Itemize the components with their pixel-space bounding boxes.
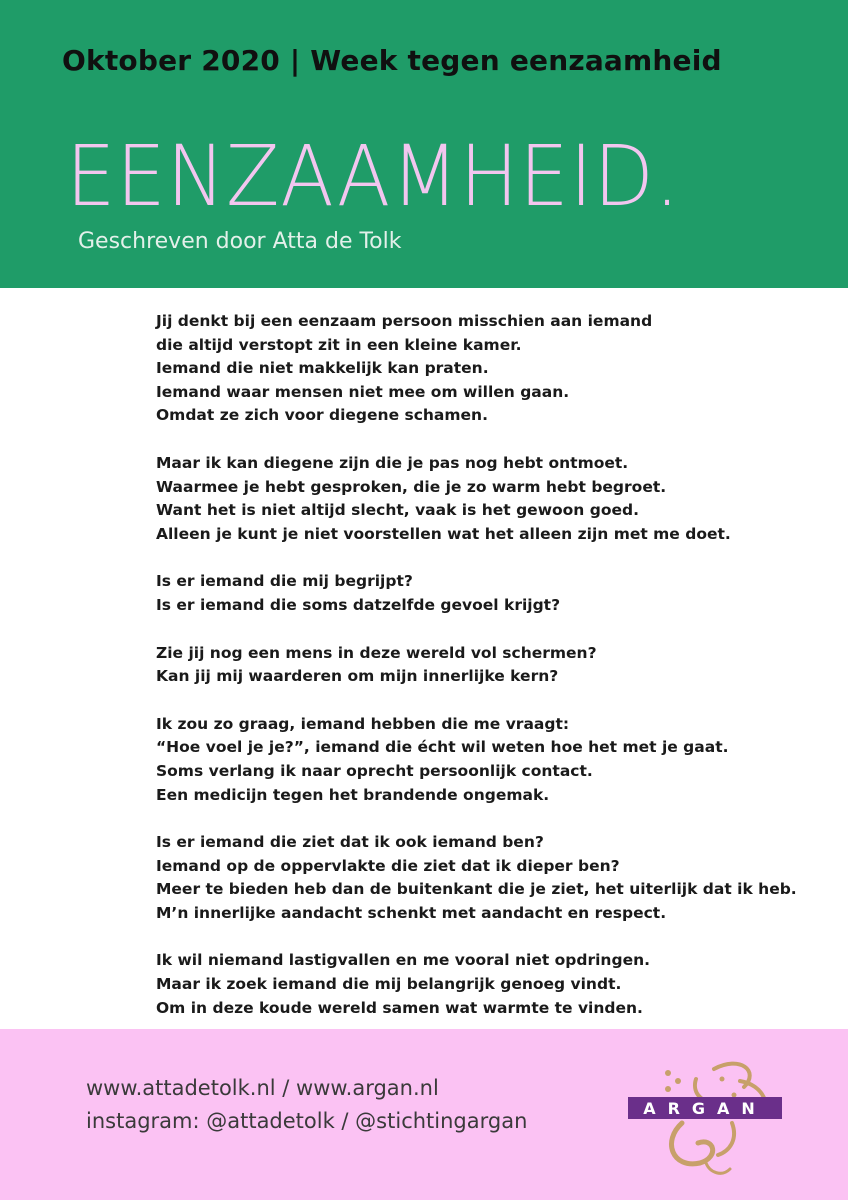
poem-stanza-7 — [156, 949, 816, 1020]
poem-stanza-6 — [156, 831, 816, 925]
footer-websites: www.attadetolk.nl / www.argan.nl — [86, 1076, 439, 1100]
page-title: EENZAAMHEID. — [66, 127, 681, 225]
poem-line: Zie jij nog een mens in deze wereld vol schermen? — [156, 643, 597, 662]
poem-line: Alleen je kunt je niet voorstellen wat het alleen zijn met me doet. — [156, 524, 731, 543]
poem-stanza-1 — [156, 310, 816, 428]
poem-line: Een medicijn tegen het brandende ongemak. — [156, 785, 550, 804]
poem-line: Maar ik zoek iemand die mij belangrijk genoeg vindt. — [156, 975, 622, 994]
poem-line: Is er iemand die ziet dat ik ook iemand ben? — [156, 833, 544, 852]
poem-line: Want het is niet altijd slecht, vaak is het gewoon goed. — [156, 501, 639, 520]
poem-line: Kan jij mij waarderen om mijn innerlijke kern? — [156, 667, 559, 686]
header-banner — [0, 0, 848, 288]
poem-line: Jij denkt bij een eenzaam persoon misschien aan iemand — [156, 312, 653, 330]
poem-line: die altijd verstopt zit in een kleine kamer. — [156, 335, 522, 354]
poem-line: Maar ik kan diegene zijn die je pas nog hebt ontmoet. — [156, 453, 629, 472]
poem-line: Is er iemand die mij begrijpt? — [156, 572, 413, 591]
poem-line: Waarmee je hebt gesproken, die je zo warm hebt begroet. — [156, 477, 667, 496]
author-line: Geschreven door Atta de Tolk — [78, 229, 402, 254]
event-subtitle: Oktober 2020 | Week tegen eenzaamheid — [62, 44, 722, 77]
poem-line: M’n innerlijke aandacht schenkt met aandacht en respect. — [156, 903, 667, 922]
poem-line: Soms verlang ik naar oprecht persoonlijk contact. — [156, 761, 593, 780]
poem-line: Omdat ze zich voor diegene schamen. — [156, 406, 488, 425]
poem-line: Is er iemand die soms datzelfde gevoel krijgt? — [156, 595, 561, 614]
poem-stanza-5 — [156, 713, 816, 807]
argan-logo-text: ARGAN — [643, 1099, 767, 1118]
poem-line: Iemand waar mensen niet mee om willen gaan. — [156, 382, 570, 401]
poem-stanza-2 — [156, 452, 816, 546]
footer-instagram: instagram: @attadetolk / @stichtingargan — [86, 1109, 528, 1133]
poem-line: Iemand op de oppervlakte die ziet dat ik dieper ben? — [156, 856, 620, 875]
footer-banner — [0, 1029, 848, 1200]
poem-line: “Hoe voel je je?”, iemand die écht wil weten hoe het met je gaat. — [156, 738, 729, 757]
poem-line: Meer te bieden heb dan de buitenkant die je ziet, het uiterlijk dat ik heb. — [156, 880, 797, 899]
poem-stanza-4 — [156, 642, 816, 689]
poem-line: Ik zou zo graag, iemand hebben die me vraagt: — [156, 714, 570, 733]
poem-line: Iemand die niet makkelijk kan praten. — [156, 359, 489, 378]
argan-logo — [622, 1051, 792, 1181]
poem-stanza-3 — [156, 570, 816, 617]
poem-line: Ik wil niemand lastigvallen en me vooral niet opdringen. — [156, 951, 651, 970]
poem-line: Om in deze koude wereld samen wat warmte te vinden. — [156, 998, 643, 1017]
poem — [156, 310, 816, 1044]
